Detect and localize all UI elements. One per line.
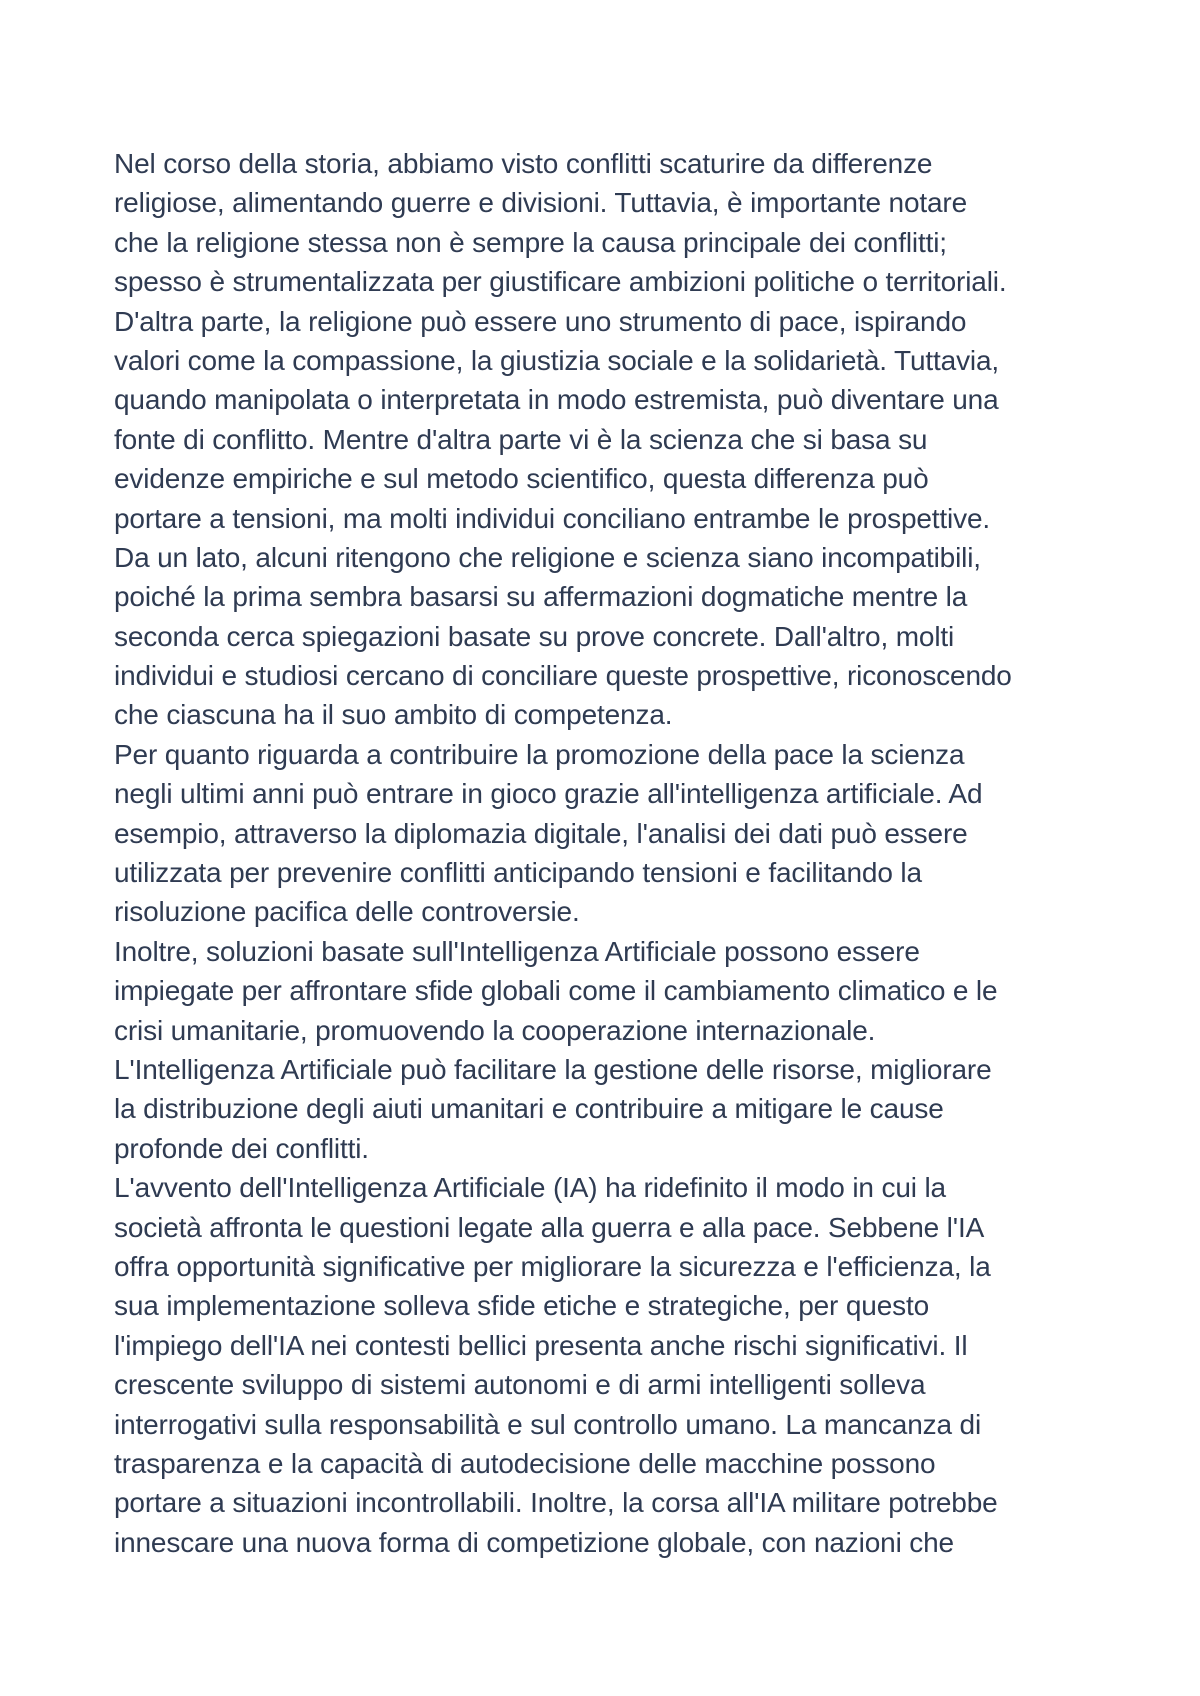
text-line: utilizzata per prevenire conflitti anticipando tensioni e facilitando la xyxy=(114,857,922,889)
text-line: Per quanto riguarda a contribuire la promozione della pace la scienza xyxy=(114,738,965,770)
text-line: crisi umanitarie, promuovendo la cooperazione internazionale. xyxy=(114,1014,876,1046)
text-line: portare a situazioni incontrollabili. Inoltre, la corsa all'IA militare potrebbe xyxy=(114,1487,998,1519)
text-line: risoluzione pacifica delle controversie. xyxy=(114,896,580,928)
text-line: religiose, alimentando guerre e divisioni. Tuttavia, è importante notare xyxy=(114,187,968,219)
text-line: valori come la compassione, la giustizia sociale e la solidarietà. Tuttavia, xyxy=(114,344,1000,376)
text-line: fonte di conflitto. Mentre d'altra parte vi è la scienza che si basa su xyxy=(114,423,928,455)
text-line: Inoltre, soluzioni basate sull'Intelligenza Artificiale possono essere xyxy=(114,935,920,967)
text-line: profonde dei conflitti. xyxy=(114,1132,369,1164)
text-line: sua implementazione solleva sfide etiche e strategiche, per questo xyxy=(114,1290,930,1322)
text-line: portare a tensioni, ma molti individui conciliano entrambe le prospettive. xyxy=(114,502,991,534)
text-line: seconda cerca spiegazioni basate su prove concrete. Dall'altro, molti xyxy=(114,620,955,652)
text-line: l'impiego dell'IA nei contesti bellici presenta anche rischi significativi. Il xyxy=(114,1329,968,1361)
text-line: D'altra parte, la religione può essere uno strumento di pace, ispirando xyxy=(114,305,967,337)
text-line: poiché la prima sembra basarsi su affermazioni dogmatiche mentre la xyxy=(114,581,968,613)
text-line: che la religione stessa non è sempre la causa principale dei conflitti; xyxy=(114,226,947,258)
document-body xyxy=(114,144,1124,1562)
text-line: impiegate per affrontare sfide globali come il cambiamento climatico e le xyxy=(114,975,998,1007)
text-line: società affronta le questioni legate alla guerra e alla pace. Sebbene l'IA xyxy=(114,1211,985,1243)
text-line: la distribuzione degli aiuti umanitari e contribuire a mitigare le cause xyxy=(114,1093,944,1125)
text-line: individui e studiosi cercano di conciliare queste prospettive, riconoscendo xyxy=(114,660,1012,692)
text-line: evidenze empiriche e sul metodo scientifico, questa differenza può xyxy=(114,463,929,495)
text-line: Nel corso della storia, abbiamo visto conflitti scaturire da differenze xyxy=(114,148,933,179)
text-line: interrogativi sulla responsabilità e sul controllo umano. La mancanza di xyxy=(114,1408,982,1440)
text-line: innescare una nuova forma di competizione globale, con nazioni che xyxy=(114,1526,954,1558)
text-line: L'avvento dell'Intelligenza Artificiale (IA) ha ridefinito il modo in cui la xyxy=(114,1172,946,1204)
text-line: spesso è strumentalizzata per giustificare ambizioni politiche o territoriali. xyxy=(114,266,1007,298)
text-line: Da un lato, alcuni ritengono che religione e scienza siano incompatibili, xyxy=(114,541,981,573)
text-line: esempio, attraverso la diplomazia digitale, l'analisi dei dati può essere xyxy=(114,817,968,849)
text-line: che ciascuna ha il suo ambito di competenza. xyxy=(114,699,673,731)
text-line: negli ultimi anni può entrare in gioco grazie all'intelligenza artificiale. Ad xyxy=(114,778,983,810)
text-line: trasparenza e la capacità di autodecisione delle macchine possono xyxy=(114,1447,936,1479)
text-line: quando manipolata o interpretata in modo estremista, può diventare una xyxy=(114,384,999,416)
text-line: L'Intelligenza Artificiale può facilitare la gestione delle risorse, migliorare xyxy=(114,1053,992,1085)
text-line: crescente sviluppo di sistemi autonomi e di armi intelligenti solleva xyxy=(114,1369,926,1401)
text-line: offra opportunità significative per migliorare la sicurezza e l'efficienza, la xyxy=(114,1250,991,1282)
